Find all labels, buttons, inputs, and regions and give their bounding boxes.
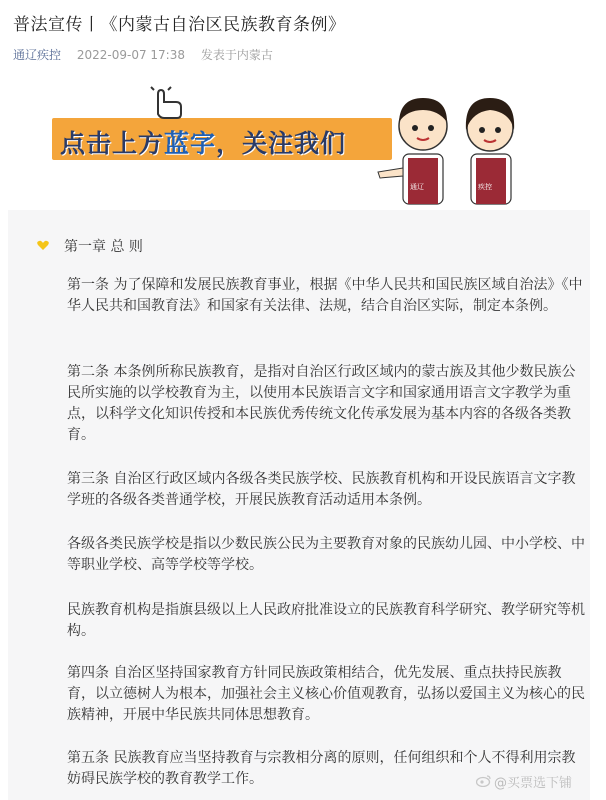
chapter-heading-text: 第一章 总 则 (64, 239, 143, 255)
publish-location: 发表于内蒙古 (200, 48, 273, 62)
article-paragraph: 各级各类民族学校是指以少数民族公民为主要教育对象的民族幼儿园、中小学校、中等职业学校、高等学校等学校。 (67, 536, 585, 573)
mascot-kids-illustration (360, 84, 540, 208)
follow-banner-text[interactable] (60, 124, 346, 160)
author-link[interactable]: 通辽疾控 (13, 48, 62, 62)
article-paragraph: 民族教育机构是指旗县级以上人民政府批准设立的民族教育科学研究、教学研究等机构。 (67, 602, 585, 639)
heart-icon (37, 240, 49, 251)
article-meta (13, 46, 273, 63)
article-paragraph: 第五条 民族教育应当坚持教育与宗教相分离的原则，任何组织和个人不得利用宗教妨碍民族学校的教育教学工作。 (67, 750, 576, 787)
banner-text-prefix: 点击上方 (60, 129, 165, 158)
banner-text-suffix: ，关注我们 (216, 129, 347, 158)
pointing-hand-icon (150, 86, 190, 120)
article-title: 普法宣传丨《内蒙古自治区民族教育条例》 (13, 15, 346, 35)
publish-date: 2022-09-07 17:38 (76, 48, 185, 62)
article-paragraph: 第四条 自治区坚持国家教育方针同民族政策相结合，优先发展、重点扶持民族教育，以立德树人为根本，加强社会主义核心价值观教育，弘扬以爱国主义为核心的民族精神，开展中华民族共同体思想教育。 (67, 665, 585, 723)
chapter-heading (64, 236, 143, 256)
banner-text-highlight: 蓝字 (164, 129, 217, 158)
article-paragraph: 第三条 自治区行政区域内各级各类民族学校、民族教育机构和开设民族语言文字教学班的各级各类普通学校，开展民族教育活动适用本条例。 (67, 471, 576, 508)
badge-right: 疾控 (478, 183, 492, 191)
article-paragraph: 第二条 本条例所称民族教育，是指对自治区行政区域内的蒙古族及其他少数民族公民所实施的以学校教育为主，以使用本民族语言文字和国家通用语言文字教学为重点，以科学文化知识传授和本民族优秀传统文化传承发展为基本内容的各级各类教育。 (67, 364, 576, 443)
weibo-icon (476, 774, 492, 787)
watermark-text: @买票选下铺 (494, 776, 573, 791)
badge-left: 通辽 (410, 183, 424, 191)
article-paragraph: 第一条 为了保障和发展民族教育事业，根据《中华人民共和国民族区域自治法》《中华人民共和国教育法》和国家有关法律、法规，结合自治区实际，制定本条例。 (67, 277, 583, 314)
